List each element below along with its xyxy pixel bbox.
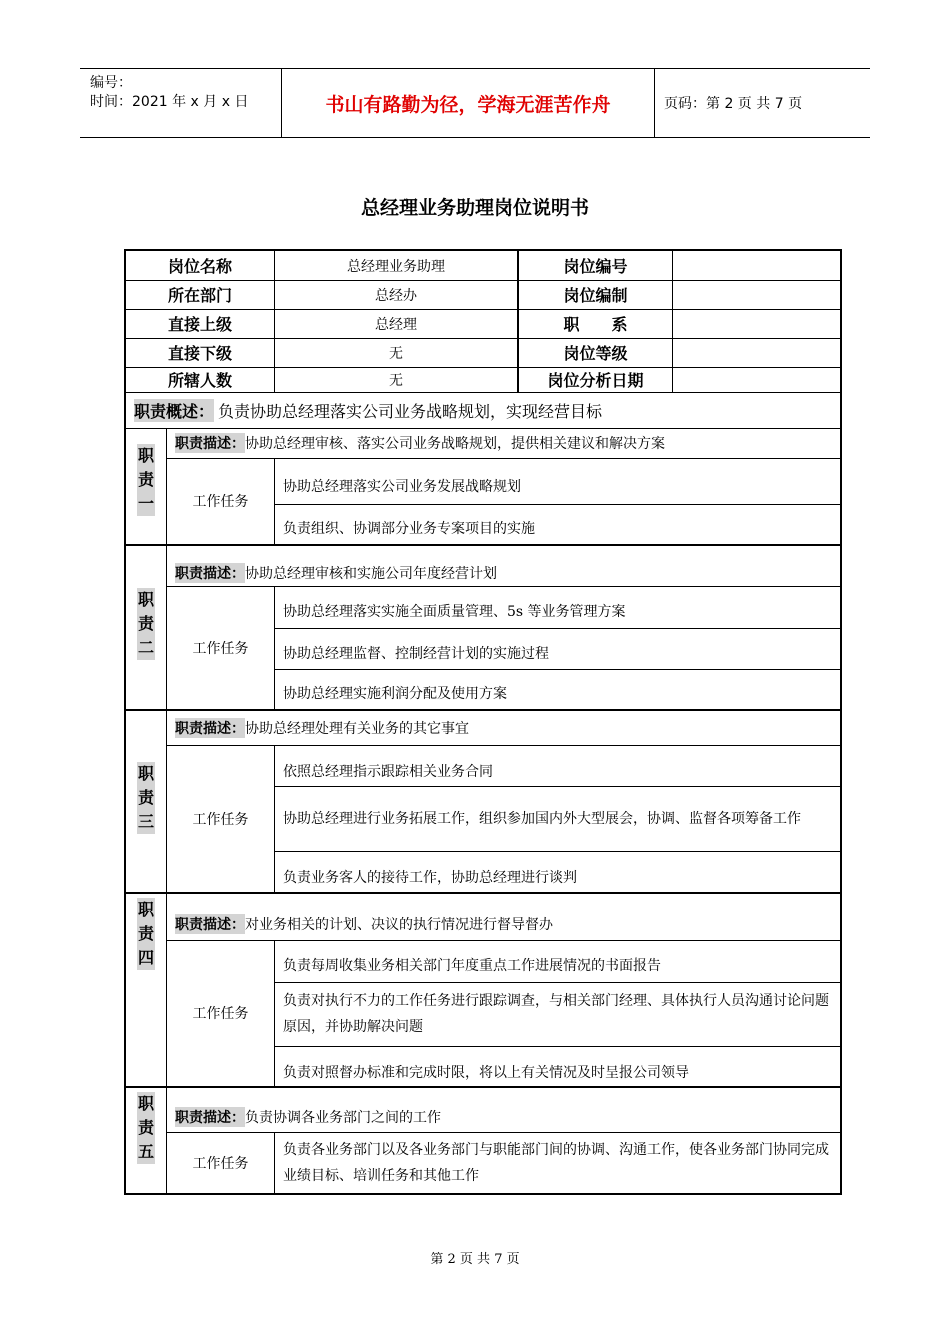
position-name-value: 总经理业务助理 — [347, 258, 445, 275]
duty-3-task-1: 依照总经理指示跟踪相关业务合同 — [283, 763, 493, 780]
page-header — [80, 68, 870, 138]
duty-1-task-label: 工作任务 — [192, 494, 249, 510]
duty-summary-text: 负责协助总经理落实公司业务战略规划，实现经营目标 — [218, 401, 603, 421]
managed-label: 所辖人数 — [167, 371, 232, 390]
duty-5-title: 职 责 五 — [126, 1092, 166, 1164]
document-number-label: 编号： — [90, 75, 132, 91]
position-no-label: 岗位编号 — [563, 257, 628, 276]
duty-block-1 — [126, 428, 840, 544]
duty-4-task-3: 负责对照督办标准和完成时限，将以上有关情况及时呈报公司领导 — [283, 1065, 689, 1081]
relation-label: 职 系 — [563, 315, 628, 334]
duty-4-task-2: 负责对执行不力的工作任务进行跟踪调查，与相关部门经理、具体执行人员沟通讨论问题原因，并协助解决问题 — [283, 993, 829, 1035]
duty-block-4 — [126, 894, 840, 1086]
duty-3-task-2: 协助总经理进行业务拓展工作，组织参加国内外大型展会，协调、监督各项筹备工作 — [283, 810, 801, 827]
managed-value: 无 — [389, 372, 403, 389]
header-page-info: 页码：第 2 页 共 7 页 — [664, 96, 803, 112]
analysis-date-value — [673, 367, 840, 392]
duty-3-task-label: 工作任务 — [192, 811, 249, 828]
header-meta — [80, 69, 280, 137]
position-no-value — [673, 251, 840, 280]
department-value: 总经办 — [375, 287, 417, 304]
duty-4-task-1: 负责每周收集业务相关部门年度重点工作进展情况的书面报告 — [283, 958, 661, 974]
duty-3-title: 职 责 三 — [126, 762, 166, 834]
duty-1-title: 职 责 一 — [126, 444, 166, 516]
document-title: 总经理业务助理岗位说明书 — [360, 197, 589, 219]
position-description-table — [124, 249, 842, 1195]
duty-5-task-1: 负责各业务部门以及各业务部门与职能部门间的协调、沟通工作，使各业务部门协同完成业绩目标、培训任务和其他工作 — [283, 1141, 829, 1184]
document-date: 时间：2021 年 x 月 x 日 — [90, 94, 249, 110]
relation-value — [673, 309, 840, 338]
superior-value: 总经理 — [375, 316, 417, 333]
duty-2-task-3: 协助总经理实施利润分配及使用方案 — [283, 686, 507, 702]
position-name-label: 岗位名称 — [167, 257, 232, 276]
page-footer: 第 2 页 共 7 页 — [430, 1252, 520, 1267]
duty-2-task-label: 工作任务 — [192, 640, 249, 657]
duty-2-title: 职 责 二 — [126, 588, 166, 660]
superior-label: 直接上级 — [167, 315, 232, 334]
headcount-label: 岗位编制 — [563, 286, 628, 305]
duty-block-5 — [126, 1088, 840, 1193]
subordinate-value: 无 — [389, 345, 403, 362]
duty-2-description: 职责描述： 协助总经理审核和实施公司年度经营计划 — [167, 546, 840, 586]
grade-value — [673, 338, 840, 367]
duty-summary-label: 职责概述： — [134, 399, 214, 422]
duty-2-task-1: 协助总经理落实实施全面质量管理、5s 等业务管理方案 — [283, 604, 626, 620]
grade-label: 岗位等级 — [563, 344, 628, 363]
duty-4-description: 职责描述： 对业务相关的计划、决议的执行情况进行督导督办 — [167, 894, 840, 940]
duty-summary-row — [126, 392, 840, 428]
duty-1-task-1: 协助总经理落实公司业务发展战略规划 — [283, 479, 521, 495]
duty-1-task-2: 负责组织、协调部分业务专案项目的实施 — [283, 521, 535, 537]
duty-4-title: 职 责 四 — [126, 898, 166, 970]
duty-2-task-2: 协助总经理监督、控制经营计划的实施过程 — [283, 645, 549, 662]
duty-4-task-label: 工作任务 — [192, 1006, 249, 1022]
header-motto: 书山有路勤为径，学海无涯苦作舟 — [281, 69, 655, 137]
analysis-date-label: 岗位分析日期 — [547, 371, 644, 390]
duty-3-task-3: 负责业务客人的接待工作，协助总经理进行谈判 — [283, 869, 577, 886]
duty-1-description: 职责描述： 协助总经理审核、落实公司业务战略规划，提供相关建议和解决方案 — [167, 428, 840, 458]
duty-block-2 — [126, 546, 840, 709]
subordinate-label: 直接下级 — [167, 344, 232, 363]
duty-3-description: 职责描述： 协助总经理处理有关业务的其它事宜 — [167, 711, 840, 745]
department-label: 所在部门 — [167, 286, 232, 305]
duty-5-description: 职责描述： 负责协调各业务部门之间的工作 — [167, 1088, 840, 1132]
duty-5-task-label: 工作任务 — [192, 1155, 249, 1172]
headcount-value — [673, 280, 840, 309]
duty-block-3 — [126, 711, 840, 892]
